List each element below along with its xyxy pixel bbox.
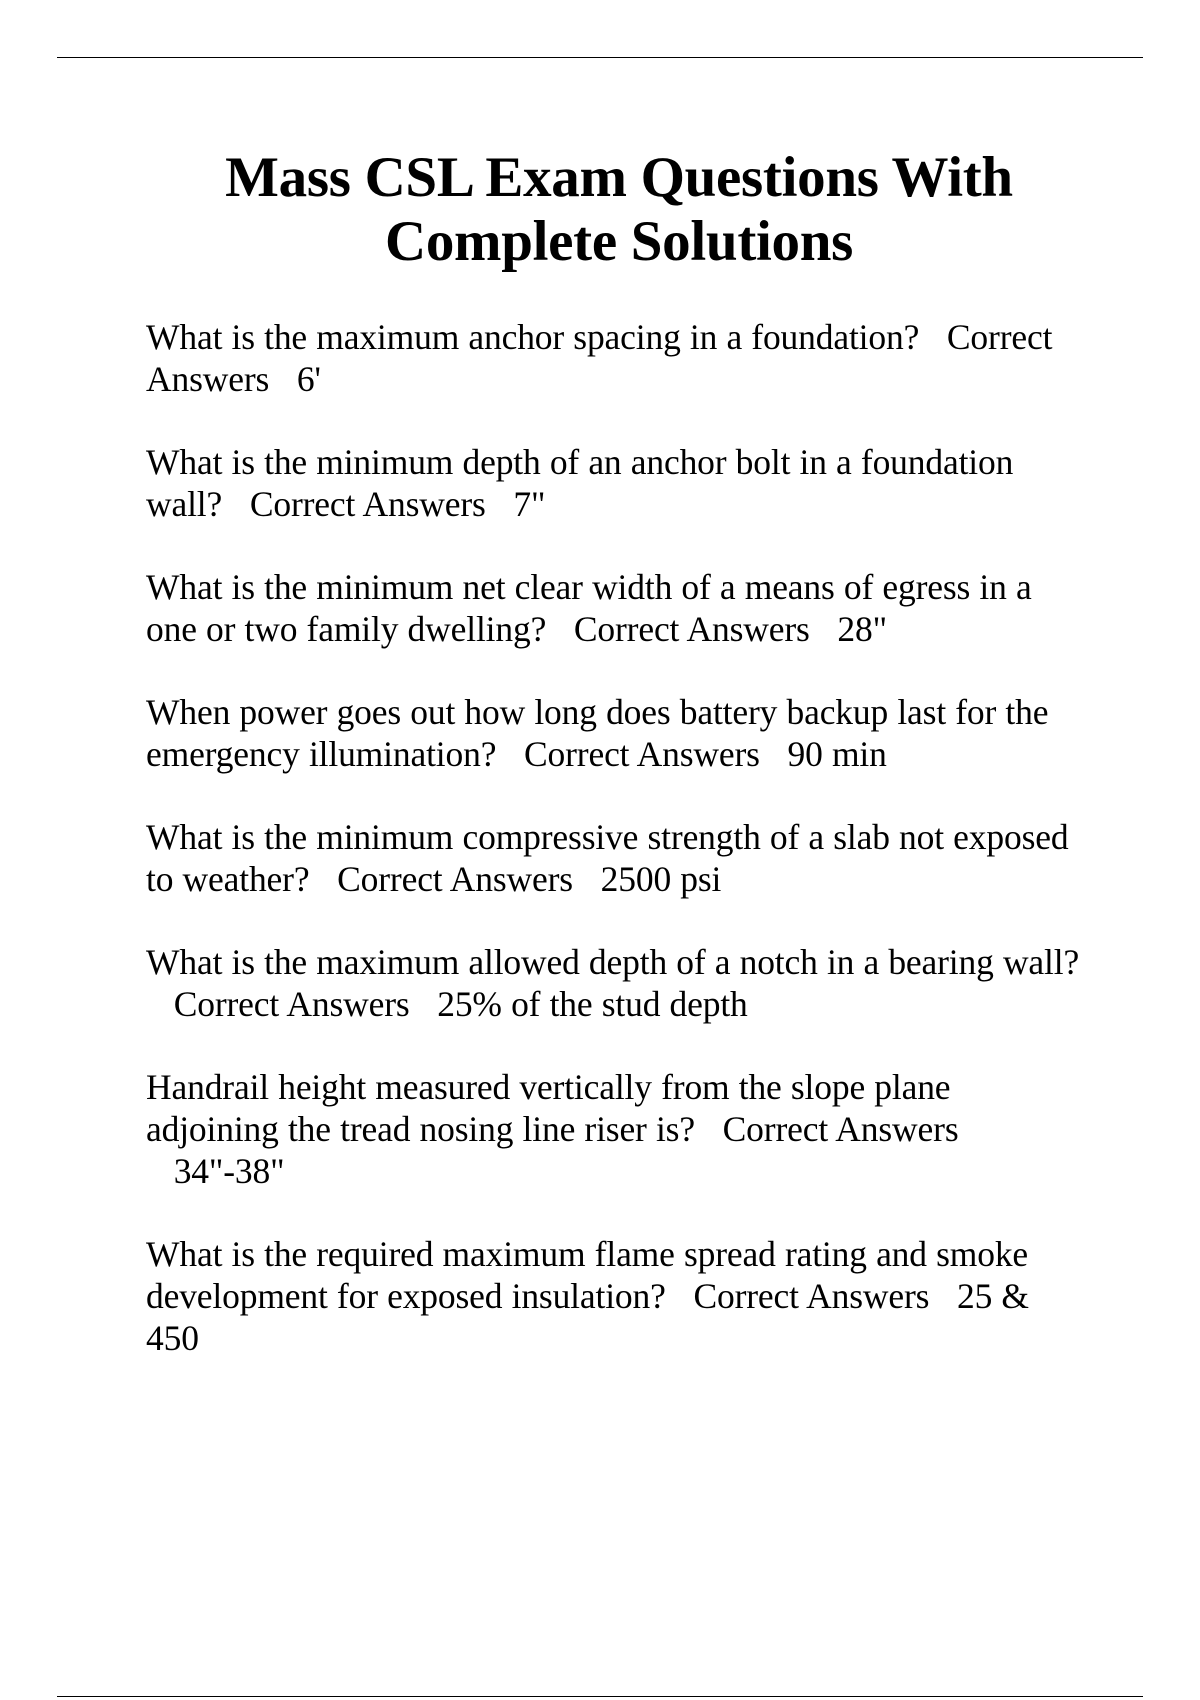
- question-text: Handrail height measured vertically from the slope plane adjoining the tread nosing line riser is?: [146, 1067, 951, 1149]
- answer-text: 28": [837, 609, 887, 649]
- answer-label: Correct Answers: [146, 317, 1053, 399]
- title-line-1: Mass CSL Exam Questions With: [225, 146, 1013, 209]
- title-line-2: Complete Solutions: [384, 210, 854, 273]
- question-text: What is the maximum anchor spacing in a foundation?: [146, 317, 920, 357]
- qa-item: [146, 1066, 1086, 1192]
- answer-label: Correct Answers: [337, 859, 573, 899]
- answer-text: 25% of the stud depth: [437, 984, 748, 1024]
- answer-label: Correct Answers: [573, 609, 810, 649]
- answer-text: 25 & 450: [146, 1276, 1029, 1358]
- qa-list: [146, 316, 1086, 1400]
- qa-item: [146, 316, 1086, 400]
- question-text: What is the required maximum flame spread rating and smoke development for exposed insulation?: [146, 1234, 1029, 1316]
- answer-label: Correct Answers: [173, 984, 410, 1024]
- qa-item: [146, 941, 1086, 1025]
- answer-label: Correct Answers: [722, 1109, 959, 1149]
- answer-text: 34"-38": [173, 1151, 285, 1191]
- question-text: What is the minimum depth of an anchor bolt in a foundation wall?: [146, 442, 1014, 524]
- answer-text: 7": [513, 484, 546, 524]
- answer-text: 6': [296, 359, 321, 399]
- answer-label: Correct Answers: [524, 734, 760, 774]
- answer-text: 90 min: [787, 734, 887, 774]
- answer-label: Correct Answers: [249, 484, 486, 524]
- footer-rule: [57, 1696, 1143, 1697]
- question-text: What is the minimum compressive strength of a slab not exposed to weather?: [146, 817, 1069, 899]
- page-title: [120, 146, 1118, 274]
- qa-item: [146, 1233, 1086, 1359]
- qa-item: [146, 566, 1086, 650]
- qa-item: [146, 441, 1086, 525]
- header-rule: [57, 57, 1143, 58]
- qa-item: [146, 691, 1086, 775]
- question-text: What is the maximum allowed depth of a notch in a bearing wall?: [146, 942, 1080, 982]
- question-text: What is the minimum net clear width of a means of egress in a one or two family dwelling?: [146, 567, 1032, 649]
- answer-text: 2500 psi: [600, 859, 722, 899]
- answer-label: Correct Answers: [693, 1276, 930, 1316]
- qa-item: [146, 816, 1086, 900]
- question-text: When power goes out how long does battery backup last for the emergency illumination?: [146, 692, 1049, 774]
